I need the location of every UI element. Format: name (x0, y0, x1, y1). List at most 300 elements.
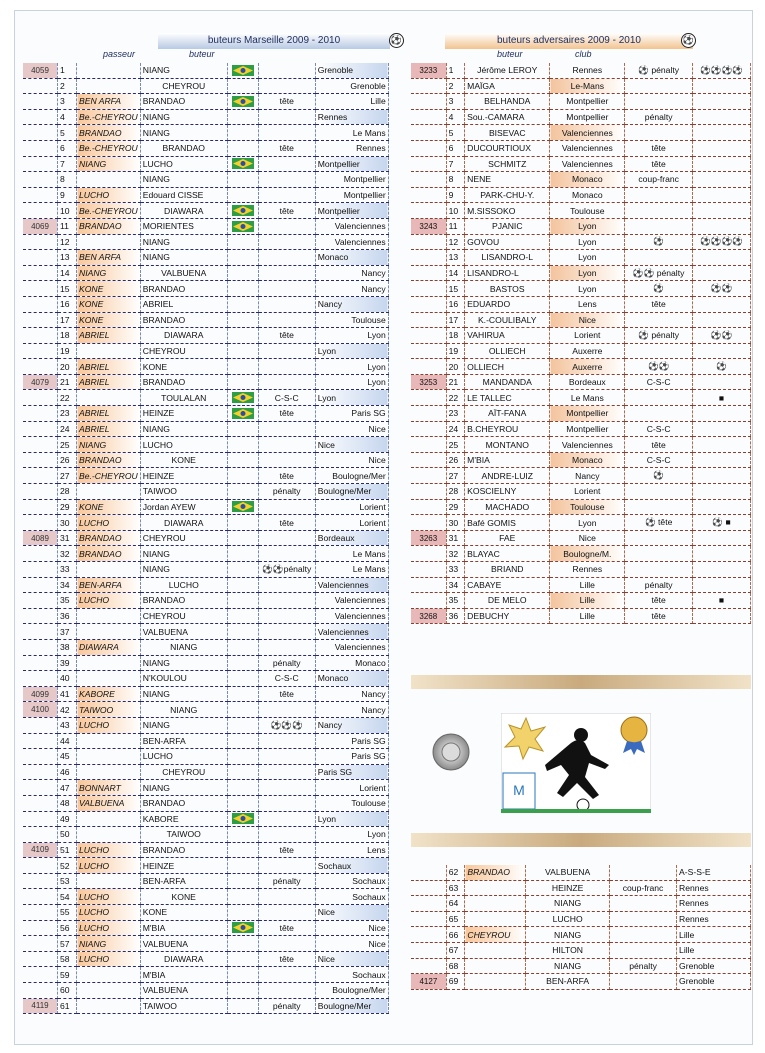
flag-icon (227, 406, 258, 422)
row-number: 5 (446, 125, 465, 141)
flag-icon (227, 827, 258, 843)
scorer-cell: CABAYE (465, 577, 550, 593)
row-number: 68 (446, 958, 465, 974)
passer-cell: NIANG (77, 156, 141, 172)
goal-type-cell: pénalty (625, 109, 693, 125)
row-counter (411, 78, 446, 94)
flag-icon (227, 686, 258, 702)
table-row (23, 406, 388, 422)
table-row (411, 265, 751, 281)
row-counter (23, 265, 58, 281)
table-row (411, 359, 751, 375)
goal-type-cell: pénalty (258, 873, 315, 889)
scorer-cell: BELHANDA (465, 94, 550, 110)
passer-cell (77, 390, 141, 406)
row-counter (23, 172, 58, 188)
goal-type-cell (258, 749, 315, 765)
goal-icons-cell (693, 577, 751, 593)
goal-type-cell: ⚽⚽⚽ (258, 717, 315, 733)
row-number: 31 (58, 530, 77, 546)
row-number: 3 (58, 94, 77, 110)
row-number: 31 (446, 530, 465, 546)
scorer-cell: NIANG (140, 421, 227, 437)
opponents-title: buteurs adversaires 2009 - 2010 (445, 33, 693, 49)
table-row (411, 927, 751, 943)
row-number: 10 (446, 203, 465, 219)
passer-cell: KABORE (77, 686, 141, 702)
flag-icon (227, 452, 258, 468)
svg-text:M: M (513, 782, 525, 798)
club-cell: Valenciennes (550, 140, 625, 156)
scorer-cell: LUCHO (140, 577, 227, 593)
scorer-cell: NIANG (140, 562, 227, 578)
passer-cell (77, 967, 141, 983)
goal-type-cell: ⚽ tête (625, 515, 693, 531)
table-row (23, 530, 388, 546)
scorer-cell: CHEYROU (140, 343, 227, 359)
row-number: 3 (446, 94, 465, 110)
club-cell: Auxerre (550, 359, 625, 375)
table-row (23, 374, 388, 390)
goal-type-cell: ⚽ pénalty (625, 63, 693, 78)
club-cell: Rennes (677, 911, 751, 927)
goal-icons-cell: ⚽ (693, 359, 751, 375)
passer-cell: ABRIEL (77, 374, 141, 390)
row-number: 20 (446, 359, 465, 375)
scorer-cell: LUCHO (140, 437, 227, 453)
scorer-cell: BISEVAC (465, 125, 550, 141)
goal-type-cell: pénalty (258, 484, 315, 500)
row-counter (23, 468, 58, 484)
row-counter (411, 593, 446, 609)
table-row (23, 686, 388, 702)
scorer-cell: HEINZE (140, 468, 227, 484)
row-number: 35 (58, 593, 77, 609)
table-row (23, 484, 388, 500)
club-cell: Toulouse (315, 312, 388, 328)
divider-band (411, 833, 751, 847)
passer-cell: Be.-CHEYROU (77, 109, 141, 125)
table-row (411, 312, 751, 328)
goal-icons-cell (693, 499, 751, 515)
table-row (411, 234, 751, 250)
club-cell: Nice (550, 530, 625, 546)
table-row (411, 374, 751, 390)
scorer-cell: LISANDRO-L (465, 250, 550, 266)
row-number: 11 (446, 218, 465, 234)
row-counter (411, 125, 446, 141)
passer-cell: LUCHO (77, 889, 141, 905)
table-row (23, 265, 388, 281)
scorer-cell: BRIAND (465, 562, 550, 578)
scorer-cell: KABORE (140, 811, 227, 827)
row-number: 32 (446, 546, 465, 562)
goal-type-cell: pénalty (258, 998, 315, 1014)
row-counter (23, 421, 58, 437)
goal-type-cell (625, 343, 693, 359)
flag-icon (227, 733, 258, 749)
flag-icon (227, 109, 258, 125)
goal-type-cell (258, 780, 315, 796)
table-row (23, 515, 388, 531)
goal-type-cell: ⚽ (625, 234, 693, 250)
row-counter (411, 958, 446, 974)
row-number: 16 (446, 296, 465, 312)
row-counter (411, 562, 446, 578)
table-row (411, 593, 751, 609)
row-counter (23, 795, 58, 811)
table-row (23, 717, 388, 733)
row-counter (23, 936, 58, 952)
row-number: 60 (58, 983, 77, 999)
passer-cell: LUCHO (77, 842, 141, 858)
row-number: 37 (58, 624, 77, 640)
club-cell: Rennes (550, 562, 625, 578)
row-number: 35 (446, 593, 465, 609)
goal-type-cell (258, 764, 315, 780)
scorer-cell: DIAWARA (140, 515, 227, 531)
flag-icon (227, 530, 258, 546)
club-cell: Nancy (315, 296, 388, 312)
goal-type-cell (258, 811, 315, 827)
goal-type-cell: coup-franc (610, 880, 677, 896)
goal-icons-cell (693, 94, 751, 110)
scorer-cell: VALBUENA (526, 865, 610, 880)
club-cell: Toulouse (550, 203, 625, 219)
goal-type-cell (625, 390, 693, 406)
table-row (411, 296, 751, 312)
passer-cell: KONE (77, 499, 141, 515)
row-counter (411, 359, 446, 375)
scorer-cell: DE MELO (465, 593, 550, 609)
club-cell: Lorient (315, 499, 388, 515)
row-counter (23, 281, 58, 297)
row-counter (23, 920, 58, 936)
scorer-cell: KONE (140, 905, 227, 921)
flag-icon (227, 312, 258, 328)
row-counter (23, 499, 58, 515)
club-cell: Valenciennes (315, 577, 388, 593)
goal-icons-cell (693, 296, 751, 312)
flag-icon (227, 951, 258, 967)
row-counter (23, 780, 58, 796)
scorer-cell: KOSCIELNY (465, 484, 550, 500)
passer-cell: KONE (77, 312, 141, 328)
club-cell: Rennes (315, 140, 388, 156)
row-counter (23, 109, 58, 125)
scorer-cell: M'BIA (140, 920, 227, 936)
flag-icon (227, 655, 258, 671)
club-cell: Grenoble (677, 958, 751, 974)
goal-type-cell: tête (258, 920, 315, 936)
club-cell: Valenciennes (550, 437, 625, 453)
row-counter (411, 156, 446, 172)
goal-type-cell (258, 125, 315, 141)
flag-icon (227, 795, 258, 811)
row-counter (23, 203, 58, 219)
goal-type-cell: tête (258, 94, 315, 110)
row-counter (411, 328, 446, 344)
row-counter (411, 390, 446, 406)
club-cell: Monaco (315, 655, 388, 671)
row-number: 57 (58, 936, 77, 952)
goal-icons-cell (693, 374, 751, 390)
table-row (23, 468, 388, 484)
goal-icons-cell (693, 156, 751, 172)
scorer-cell: HEINZE (526, 880, 610, 896)
goal-type-cell (258, 608, 315, 624)
flag-icon (227, 780, 258, 796)
row-counter (23, 733, 58, 749)
club-cell: Valenciennes (315, 218, 388, 234)
table-row (23, 562, 388, 578)
club-cell: Grenoble (315, 78, 388, 94)
row-counter: 4109 (23, 842, 58, 858)
club-cell: Monaco (315, 671, 388, 687)
goal-icons-cell (693, 421, 751, 437)
header-club: club (575, 49, 592, 59)
row-number: 59 (58, 967, 77, 983)
goal-type-cell (610, 911, 677, 927)
row-counter (411, 911, 446, 927)
scorer-cell: NIANG (140, 63, 227, 78)
table-row (411, 468, 751, 484)
club-cell: Boulogne/Mer (315, 998, 388, 1014)
club-cell: Toulouse (315, 795, 388, 811)
passer-cell (465, 942, 526, 958)
club-cell: Paris SG (315, 733, 388, 749)
table-row (23, 156, 388, 172)
row-number: 12 (58, 234, 77, 250)
row-counter (411, 880, 446, 896)
flag-icon (227, 203, 258, 219)
table-row (411, 911, 751, 927)
row-number: 24 (58, 421, 77, 437)
row-counter (411, 484, 446, 500)
scorer-cell: MONTANO (465, 437, 550, 453)
table-row (411, 328, 751, 344)
table-row (411, 484, 751, 500)
passer-cell: LUCHO (77, 951, 141, 967)
passer-cell (77, 873, 141, 889)
scorer-cell: VALBUENA (140, 983, 227, 999)
club-cell: Monaco (550, 452, 625, 468)
row-number: 67 (446, 942, 465, 958)
row-counter (23, 873, 58, 889)
club-cell: Bordeaux (315, 530, 388, 546)
goal-type-cell (258, 265, 315, 281)
scorer-cell: OLLIECH (465, 343, 550, 359)
flag-icon (227, 905, 258, 921)
scorer-cell: B.CHEYROU (465, 421, 550, 437)
flag-icon (227, 889, 258, 905)
row-counter (23, 593, 58, 609)
table-row (411, 880, 751, 896)
table-row (23, 780, 388, 796)
passer-cell (77, 811, 141, 827)
goal-type-cell (258, 156, 315, 172)
passer-cell: LUCHO (77, 858, 141, 874)
club-cell: Montpellier (550, 421, 625, 437)
flag-icon (227, 764, 258, 780)
goal-type-cell (625, 530, 693, 546)
club-cell: Valenciennes (315, 608, 388, 624)
club-cell: Lyon (315, 390, 388, 406)
row-number: 26 (446, 452, 465, 468)
row-number: 34 (58, 577, 77, 593)
row-counter (411, 140, 446, 156)
table-row (23, 109, 388, 125)
goal-type-cell (258, 936, 315, 952)
club-cell: Valenciennes (315, 624, 388, 640)
scorer-cell: LE TALLEC (465, 390, 550, 406)
scorer-cell: Jérôme LEROY (465, 63, 550, 78)
goal-type-cell (258, 421, 315, 437)
goal-type-cell (610, 927, 677, 943)
goal-icons-cell (693, 187, 751, 203)
flag-icon (227, 250, 258, 266)
table-row (23, 78, 388, 94)
scorer-cell: BRANDAO (140, 140, 227, 156)
row-counter: 3233 (411, 63, 446, 78)
row-number: 30 (58, 515, 77, 531)
row-counter (23, 655, 58, 671)
row-number: 9 (446, 187, 465, 203)
club-cell: Sochaux (315, 967, 388, 983)
club-cell: Paris SG (315, 764, 388, 780)
row-counter (23, 967, 58, 983)
table-row (411, 942, 751, 958)
goal-icons-cell: ■ (693, 593, 751, 609)
goal-type-cell: ⚽⚽pénalty (258, 562, 315, 578)
passer-cell: NIANG (77, 936, 141, 952)
goal-type-cell: tête (625, 608, 693, 624)
goal-type-cell: C-S-C (625, 374, 693, 390)
table-row (23, 842, 388, 858)
row-number: 13 (446, 250, 465, 266)
scorer-cell: NENE (465, 172, 550, 188)
row-counter (411, 499, 446, 515)
scorer-cell: BRANDAO (140, 312, 227, 328)
row-number: 41 (58, 686, 77, 702)
flag-icon (227, 63, 258, 78)
row-counter (411, 406, 446, 422)
goal-type-cell (625, 94, 693, 110)
goal-type-cell (258, 312, 315, 328)
table-row (411, 156, 751, 172)
row-number: 30 (446, 515, 465, 531)
scorer-cell: BRANDAO (140, 795, 227, 811)
passer-cell (77, 484, 141, 500)
scorer-cell: HILTON (526, 942, 610, 958)
row-counter (23, 437, 58, 453)
row-number: 4 (58, 109, 77, 125)
passer-cell: BRANDAO (77, 530, 141, 546)
table-row (23, 624, 388, 640)
row-number: 36 (446, 608, 465, 624)
passer-cell (465, 974, 526, 990)
row-counter (23, 577, 58, 593)
table-row (411, 452, 751, 468)
scorer-cell: NIANG (140, 686, 227, 702)
scorer-cell: NIANG (140, 655, 227, 671)
goal-type-cell: ⚽⚽ (625, 359, 693, 375)
flag-icon (227, 156, 258, 172)
club-cell: Le-Mans (550, 78, 625, 94)
club-cell: Nancy (315, 686, 388, 702)
passer-cell: BRANDAO (465, 865, 526, 880)
club-cell: Lyon (550, 265, 625, 281)
goal-type-cell (258, 827, 315, 843)
row-number: 7 (446, 156, 465, 172)
row-number: 55 (58, 905, 77, 921)
row-number: 56 (58, 920, 77, 936)
flag-icon (227, 702, 258, 718)
club-cell: Lorient (315, 515, 388, 531)
goal-icons-cell (693, 172, 751, 188)
goal-icons-cell (693, 250, 751, 266)
goal-icons-cell (693, 109, 751, 125)
scorer-cell: DIAWARA (140, 951, 227, 967)
row-number: 29 (446, 499, 465, 515)
goal-type-cell (258, 109, 315, 125)
passer-cell (77, 234, 141, 250)
row-counter (411, 250, 446, 266)
scorer-cell: NIANG (140, 172, 227, 188)
flag-icon (227, 593, 258, 609)
goal-icons-cell: ⚽⚽ (693, 328, 751, 344)
club-cell: Lyon (315, 343, 388, 359)
scorer-cell: Edouard CISSE (140, 187, 227, 203)
club-cell: Lens (550, 296, 625, 312)
passer-cell: CHEYROU (465, 927, 526, 943)
goal-type-cell: coup-franc (625, 172, 693, 188)
flag-icon (227, 842, 258, 858)
scorer-cell: LUCHO (140, 156, 227, 172)
goal-type-cell: tête (258, 951, 315, 967)
club-cell: Rennes (550, 63, 625, 78)
goal-type-cell (258, 359, 315, 375)
goal-icons-cell (693, 452, 751, 468)
row-counter (23, 951, 58, 967)
row-counter (23, 156, 58, 172)
table-row (411, 421, 751, 437)
scorer-cell: N'KOULOU (140, 671, 227, 687)
table-row (23, 203, 388, 219)
row-counter (23, 484, 58, 500)
passer-cell (77, 733, 141, 749)
row-counter (23, 78, 58, 94)
table-row (411, 515, 751, 531)
row-counter (23, 187, 58, 203)
football-icon: ⚽ (681, 33, 696, 48)
row-counter (23, 452, 58, 468)
table-row (23, 296, 388, 312)
table-row (23, 967, 388, 983)
goal-icons-cell: ⚽ ■ (693, 515, 751, 531)
row-number: 43 (58, 717, 77, 733)
passer-cell (465, 896, 526, 912)
table-row (411, 281, 751, 297)
goal-type-cell (625, 546, 693, 562)
club-cell: Lille (677, 927, 751, 943)
goal-type-cell (625, 562, 693, 578)
flag-icon (227, 468, 258, 484)
row-counter: 3263 (411, 530, 446, 546)
goal-type-cell (625, 406, 693, 422)
passer-cell (77, 63, 141, 78)
goal-icons-cell (693, 484, 751, 500)
